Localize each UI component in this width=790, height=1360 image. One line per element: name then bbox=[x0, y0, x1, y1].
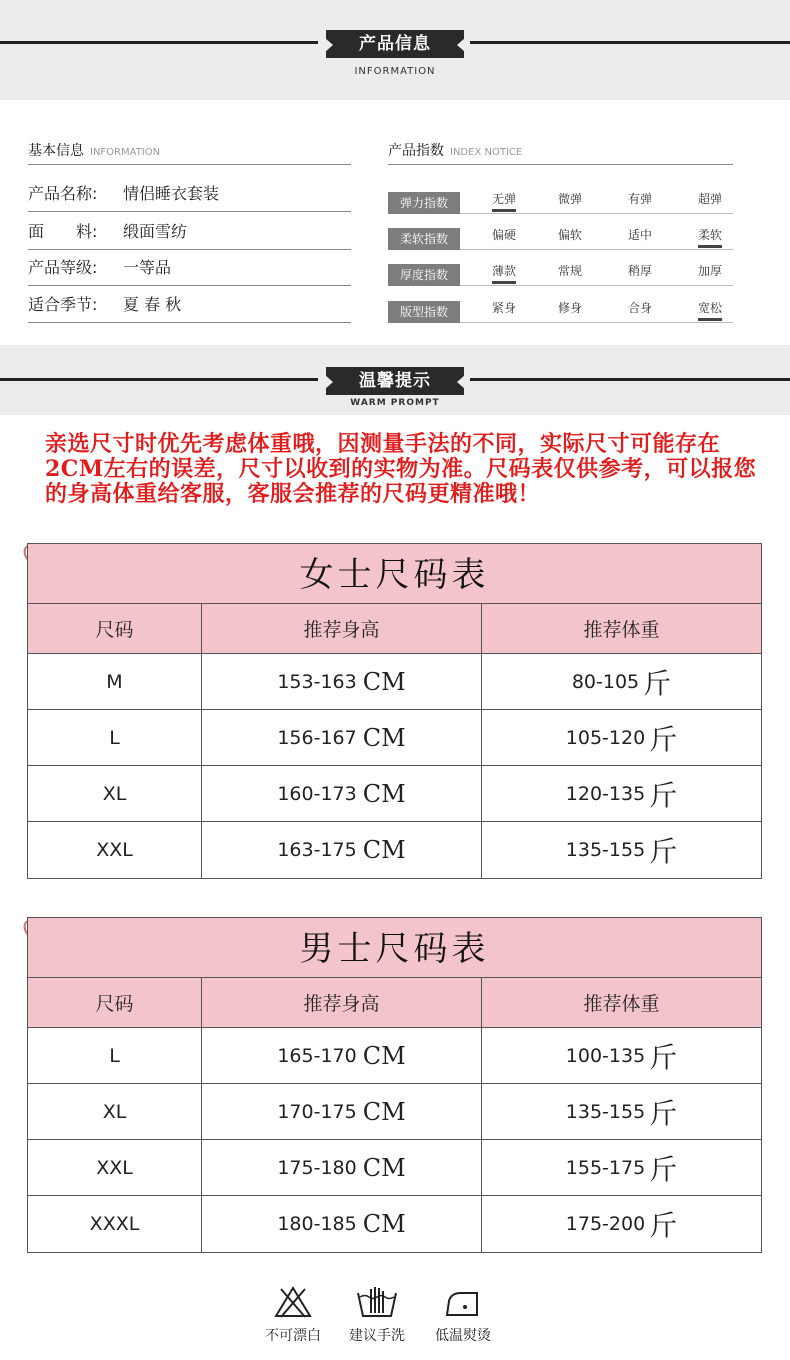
weight-value: 135-155 bbox=[565, 1100, 646, 1123]
index-option: 适中 bbox=[628, 228, 653, 242]
header-size: 尺码 bbox=[28, 978, 202, 1027]
basic-info-label: 面 料: bbox=[28, 222, 98, 241]
header-height: 推荐身高 bbox=[202, 978, 482, 1027]
women-size-row bbox=[28, 710, 761, 766]
index-row bbox=[388, 258, 733, 286]
weight-cell bbox=[482, 654, 761, 709]
basic-info-label: 产品等级: bbox=[28, 258, 98, 277]
size-cell: XXL bbox=[28, 1140, 202, 1195]
weight-value: 80-105 bbox=[571, 670, 640, 693]
header-weight: 推荐体重 bbox=[583, 619, 660, 641]
index-option: 加厚 bbox=[698, 264, 723, 278]
index-option: 柔软 bbox=[698, 226, 722, 248]
index-row bbox=[388, 186, 733, 214]
basic-info-label: 适合季节: bbox=[28, 295, 98, 314]
index-option: 无弹 bbox=[492, 190, 516, 212]
index-row bbox=[388, 222, 733, 250]
men-table-header bbox=[28, 978, 761, 1028]
weight-cell bbox=[482, 710, 761, 765]
weight-unit: 斤 bbox=[649, 1096, 678, 1130]
weight-cell bbox=[482, 1028, 761, 1083]
index-option: 稍厚 bbox=[628, 264, 653, 278]
weight-cell bbox=[482, 1140, 761, 1195]
index-option: 常规 bbox=[558, 264, 583, 278]
info-banner-subtitle: INFORMATION bbox=[354, 66, 436, 77]
weight-value: 105-120 bbox=[565, 726, 646, 749]
size-cell: XL bbox=[28, 1084, 202, 1139]
care-low-iron: 低温熨烫 bbox=[423, 1285, 503, 1345]
index-option: 修身 bbox=[558, 301, 583, 315]
weight-unit: 斤 bbox=[649, 778, 678, 812]
size-cell: XXXL bbox=[28, 1196, 202, 1252]
size-cell: M bbox=[28, 654, 202, 709]
height-unit: CM bbox=[362, 723, 406, 752]
index-label: 柔软指数 bbox=[388, 228, 460, 250]
weight-value: 120-135 bbox=[565, 782, 646, 805]
warm-prompt-subtitle: WARM PROMPT bbox=[350, 398, 440, 408]
height-unit: CM bbox=[362, 779, 406, 808]
no-bleach-icon bbox=[273, 1285, 313, 1319]
women-size-table bbox=[27, 543, 762, 879]
height-cell bbox=[202, 1084, 482, 1139]
weight-unit: 斤 bbox=[643, 666, 672, 700]
weight-value: 155-175 bbox=[565, 1156, 646, 1179]
weight-unit: 斤 bbox=[649, 1209, 678, 1242]
height-value: 160-173 bbox=[277, 782, 357, 805]
weight-cell bbox=[482, 766, 761, 821]
height-cell bbox=[202, 1028, 482, 1083]
basic-info-value: 一等品 bbox=[123, 258, 172, 277]
index-heading: 产品指数 INDEX NOTICE bbox=[388, 140, 733, 165]
height-value: 156-167 bbox=[277, 726, 357, 749]
height-value: 165-170 bbox=[277, 1044, 357, 1067]
height-cell bbox=[202, 710, 482, 765]
weight-cell bbox=[482, 1196, 761, 1252]
index-label: 弹力指数 bbox=[388, 192, 460, 214]
height-value: 180-185 bbox=[277, 1213, 357, 1235]
basic-info-row bbox=[28, 250, 351, 286]
height-unit: CM bbox=[362, 836, 406, 864]
height-unit: CM bbox=[362, 667, 406, 696]
weight-value: 175-200 bbox=[565, 1213, 646, 1235]
index-option: 合身 bbox=[628, 301, 653, 315]
header-weight: 推荐体重 bbox=[583, 993, 660, 1015]
index-option: 紧身 bbox=[492, 301, 517, 315]
height-value: 163-175 bbox=[277, 839, 357, 861]
index-row bbox=[388, 295, 733, 323]
men-size-table bbox=[27, 917, 762, 1253]
women-size-row bbox=[28, 654, 761, 710]
women-size-row bbox=[28, 822, 761, 878]
women-table-title: 女士尺码表 bbox=[28, 544, 761, 604]
size-cell: XXL bbox=[28, 822, 202, 878]
height-cell bbox=[202, 654, 482, 709]
basic-info-row bbox=[28, 176, 351, 212]
weight-unit: 斤 bbox=[649, 1152, 678, 1186]
info-banner-title: 产品信息 bbox=[326, 30, 464, 58]
weight-unit: 斤 bbox=[649, 835, 678, 868]
height-cell bbox=[202, 822, 482, 878]
weight-value: 100-135 bbox=[565, 1044, 646, 1067]
basic-info-value: 情侣睡衣套装 bbox=[123, 184, 220, 203]
height-value: 175-180 bbox=[277, 1156, 357, 1179]
size-cell: L bbox=[28, 710, 202, 765]
index-option: 宽松 bbox=[698, 299, 722, 321]
index-option: 薄款 bbox=[492, 262, 516, 284]
weight-unit: 斤 bbox=[649, 722, 678, 756]
weight-value: 135-155 bbox=[565, 839, 646, 861]
index-label: 版型指数 bbox=[388, 301, 460, 323]
height-value: 153-163 bbox=[277, 670, 357, 693]
height-unit: CM bbox=[362, 1097, 406, 1126]
header-size: 尺码 bbox=[28, 604, 202, 653]
men-size-row bbox=[28, 1196, 761, 1252]
index-label: 厚度指数 bbox=[388, 264, 460, 286]
header-height: 推荐身高 bbox=[202, 604, 482, 653]
weight-cell bbox=[482, 1084, 761, 1139]
basic-info-label: 产品名称: bbox=[28, 184, 98, 203]
height-unit: CM bbox=[362, 1210, 406, 1238]
men-table-title: 男士尺码表 bbox=[28, 918, 761, 978]
index-option: 微弹 bbox=[558, 192, 583, 206]
men-size-row bbox=[28, 1084, 761, 1140]
basic-info-heading: 基本信息 INFORMATION bbox=[28, 140, 351, 165]
height-value: 170-175 bbox=[277, 1100, 357, 1123]
women-table-header bbox=[28, 604, 761, 654]
basic-info-row bbox=[28, 214, 351, 250]
men-size-row bbox=[28, 1140, 761, 1196]
index-option: 有弹 bbox=[628, 192, 653, 206]
size-cell: L bbox=[28, 1028, 202, 1083]
height-unit: CM bbox=[362, 1153, 406, 1182]
warning-text: 亲选尺寸时优先考虑体重哦，因测量手法的不同，实际尺寸可能存在2CM左右的误差，尺寸以收到的实物为准。尺码表仅供参考，可以报您的身高体重给客服，客服会推荐的尺码更精准哦！ bbox=[45, 431, 757, 507]
height-cell bbox=[202, 1140, 482, 1195]
weight-unit: 斤 bbox=[649, 1040, 678, 1074]
hand-wash-icon bbox=[355, 1285, 399, 1319]
height-cell bbox=[202, 1196, 482, 1252]
index-option: 偏软 bbox=[558, 228, 583, 242]
info-banner bbox=[0, 0, 790, 100]
low-iron-icon bbox=[443, 1285, 483, 1319]
height-cell bbox=[202, 766, 482, 821]
index-option: 超弹 bbox=[698, 192, 723, 206]
care-hand-wash: 建议手洗 bbox=[337, 1285, 417, 1345]
index-option: 偏硬 bbox=[492, 228, 517, 242]
basic-info-value: 夏 春 秋 bbox=[123, 295, 182, 314]
basic-info-row bbox=[28, 287, 351, 323]
care-no-bleach: 不可漂白 bbox=[253, 1285, 333, 1345]
size-cell: XL bbox=[28, 766, 202, 821]
men-size-row bbox=[28, 1028, 761, 1084]
warm-prompt-banner bbox=[0, 345, 790, 415]
women-size-row bbox=[28, 766, 761, 822]
warm-prompt-title: 温馨提示 bbox=[326, 367, 464, 395]
height-unit: CM bbox=[362, 1041, 406, 1070]
weight-cell bbox=[482, 822, 761, 878]
basic-info-value: 缎面雪纺 bbox=[123, 222, 188, 241]
